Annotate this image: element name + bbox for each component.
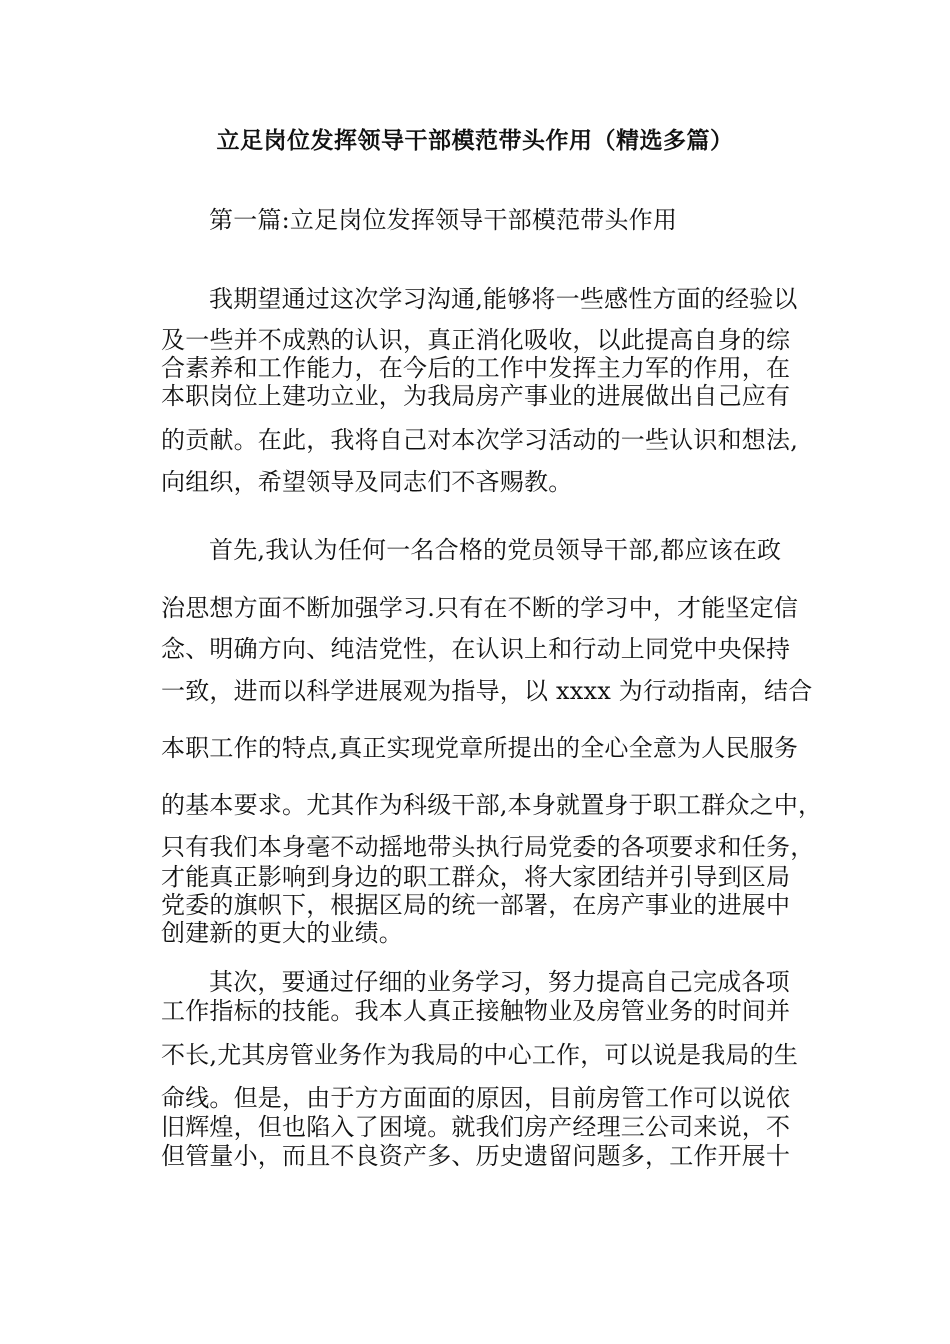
text-line: 但管量小，而且不良资产多、历史遗留问题多，工作开展十 [161, 1142, 791, 1170]
text-line: 治思想方面不断加强学习.只有在不断的学习中，才能坚定信 [161, 594, 799, 622]
text-line: 本职工作的特点,真正实现党章所提出的全心全意为人民服务 [161, 734, 799, 762]
text-line: 不长,尤其房管业务作为我局的中心工作，可以说是我局的生 [161, 1041, 799, 1069]
text-line: 创建新的更大的业绩。 [161, 919, 403, 947]
text-line: 才能真正影响到身边的职工群众，将大家团结并引导到区局 [161, 863, 791, 891]
text-line: 党委的旗帜下，根据区局的统一部署，在房产事业的进展中 [161, 891, 791, 919]
text-line: 一致，进而以科学进展观为指导，以 xxxx 为行动指南，结合 [161, 677, 813, 705]
text-line: 旧辉煌，但也陷入了困境。就我们房产经理三公司来说，不 [161, 1113, 791, 1141]
text-line: 的基本要求。尤其作为科级干部,本身就置身于职工群众之中， [161, 791, 823, 819]
text-line: 的贡献。在此，我将自己对本次学习活动的一些认识和想法, [161, 426, 799, 454]
section-heading: 第一篇:立足岗位发挥领导干部模范带头作用 [209, 206, 678, 234]
text-line: 我期望通过这次学习沟通,能够将一些感性方面的经验以 [209, 285, 798, 313]
text-line: 本职岗位上建功立业，为我局房产事业的进展做出自己应有 [161, 382, 791, 410]
text-line: 及一些并不成熟的认识，真正消化吸收，以此提高自身的综 [161, 326, 791, 354]
text-line: 工作指标的技能。我本人真正接触物业及房管业务的时间并 [161, 997, 791, 1025]
text-line: 命线。但是，由于方方面面的原因，目前房管工作可以说依 [161, 1084, 791, 1112]
text-line: 念、明确方向、纯洁党性，在认识上和行动上同党中央保持 [161, 635, 791, 663]
text-line: 只有我们本身毫不动摇地带头执行局党委的各项要求和任务， [161, 833, 815, 861]
document-title: 立足岗位发挥领导干部模范带头作用（精选多篇） [216, 128, 734, 154]
text-line: 其次，要通过仔细的业务学习，努力提高自己完成各项 [209, 968, 790, 996]
text-line: 合素养和工作能力，在今后的工作中发挥主力军的作用，在 [161, 354, 791, 382]
text-line: 首先,我认为任何一名合格的党员领导干部,都应该在政 [209, 536, 782, 564]
text-line: 向组织，希望领导及同志们不吝赐教。 [161, 468, 573, 496]
